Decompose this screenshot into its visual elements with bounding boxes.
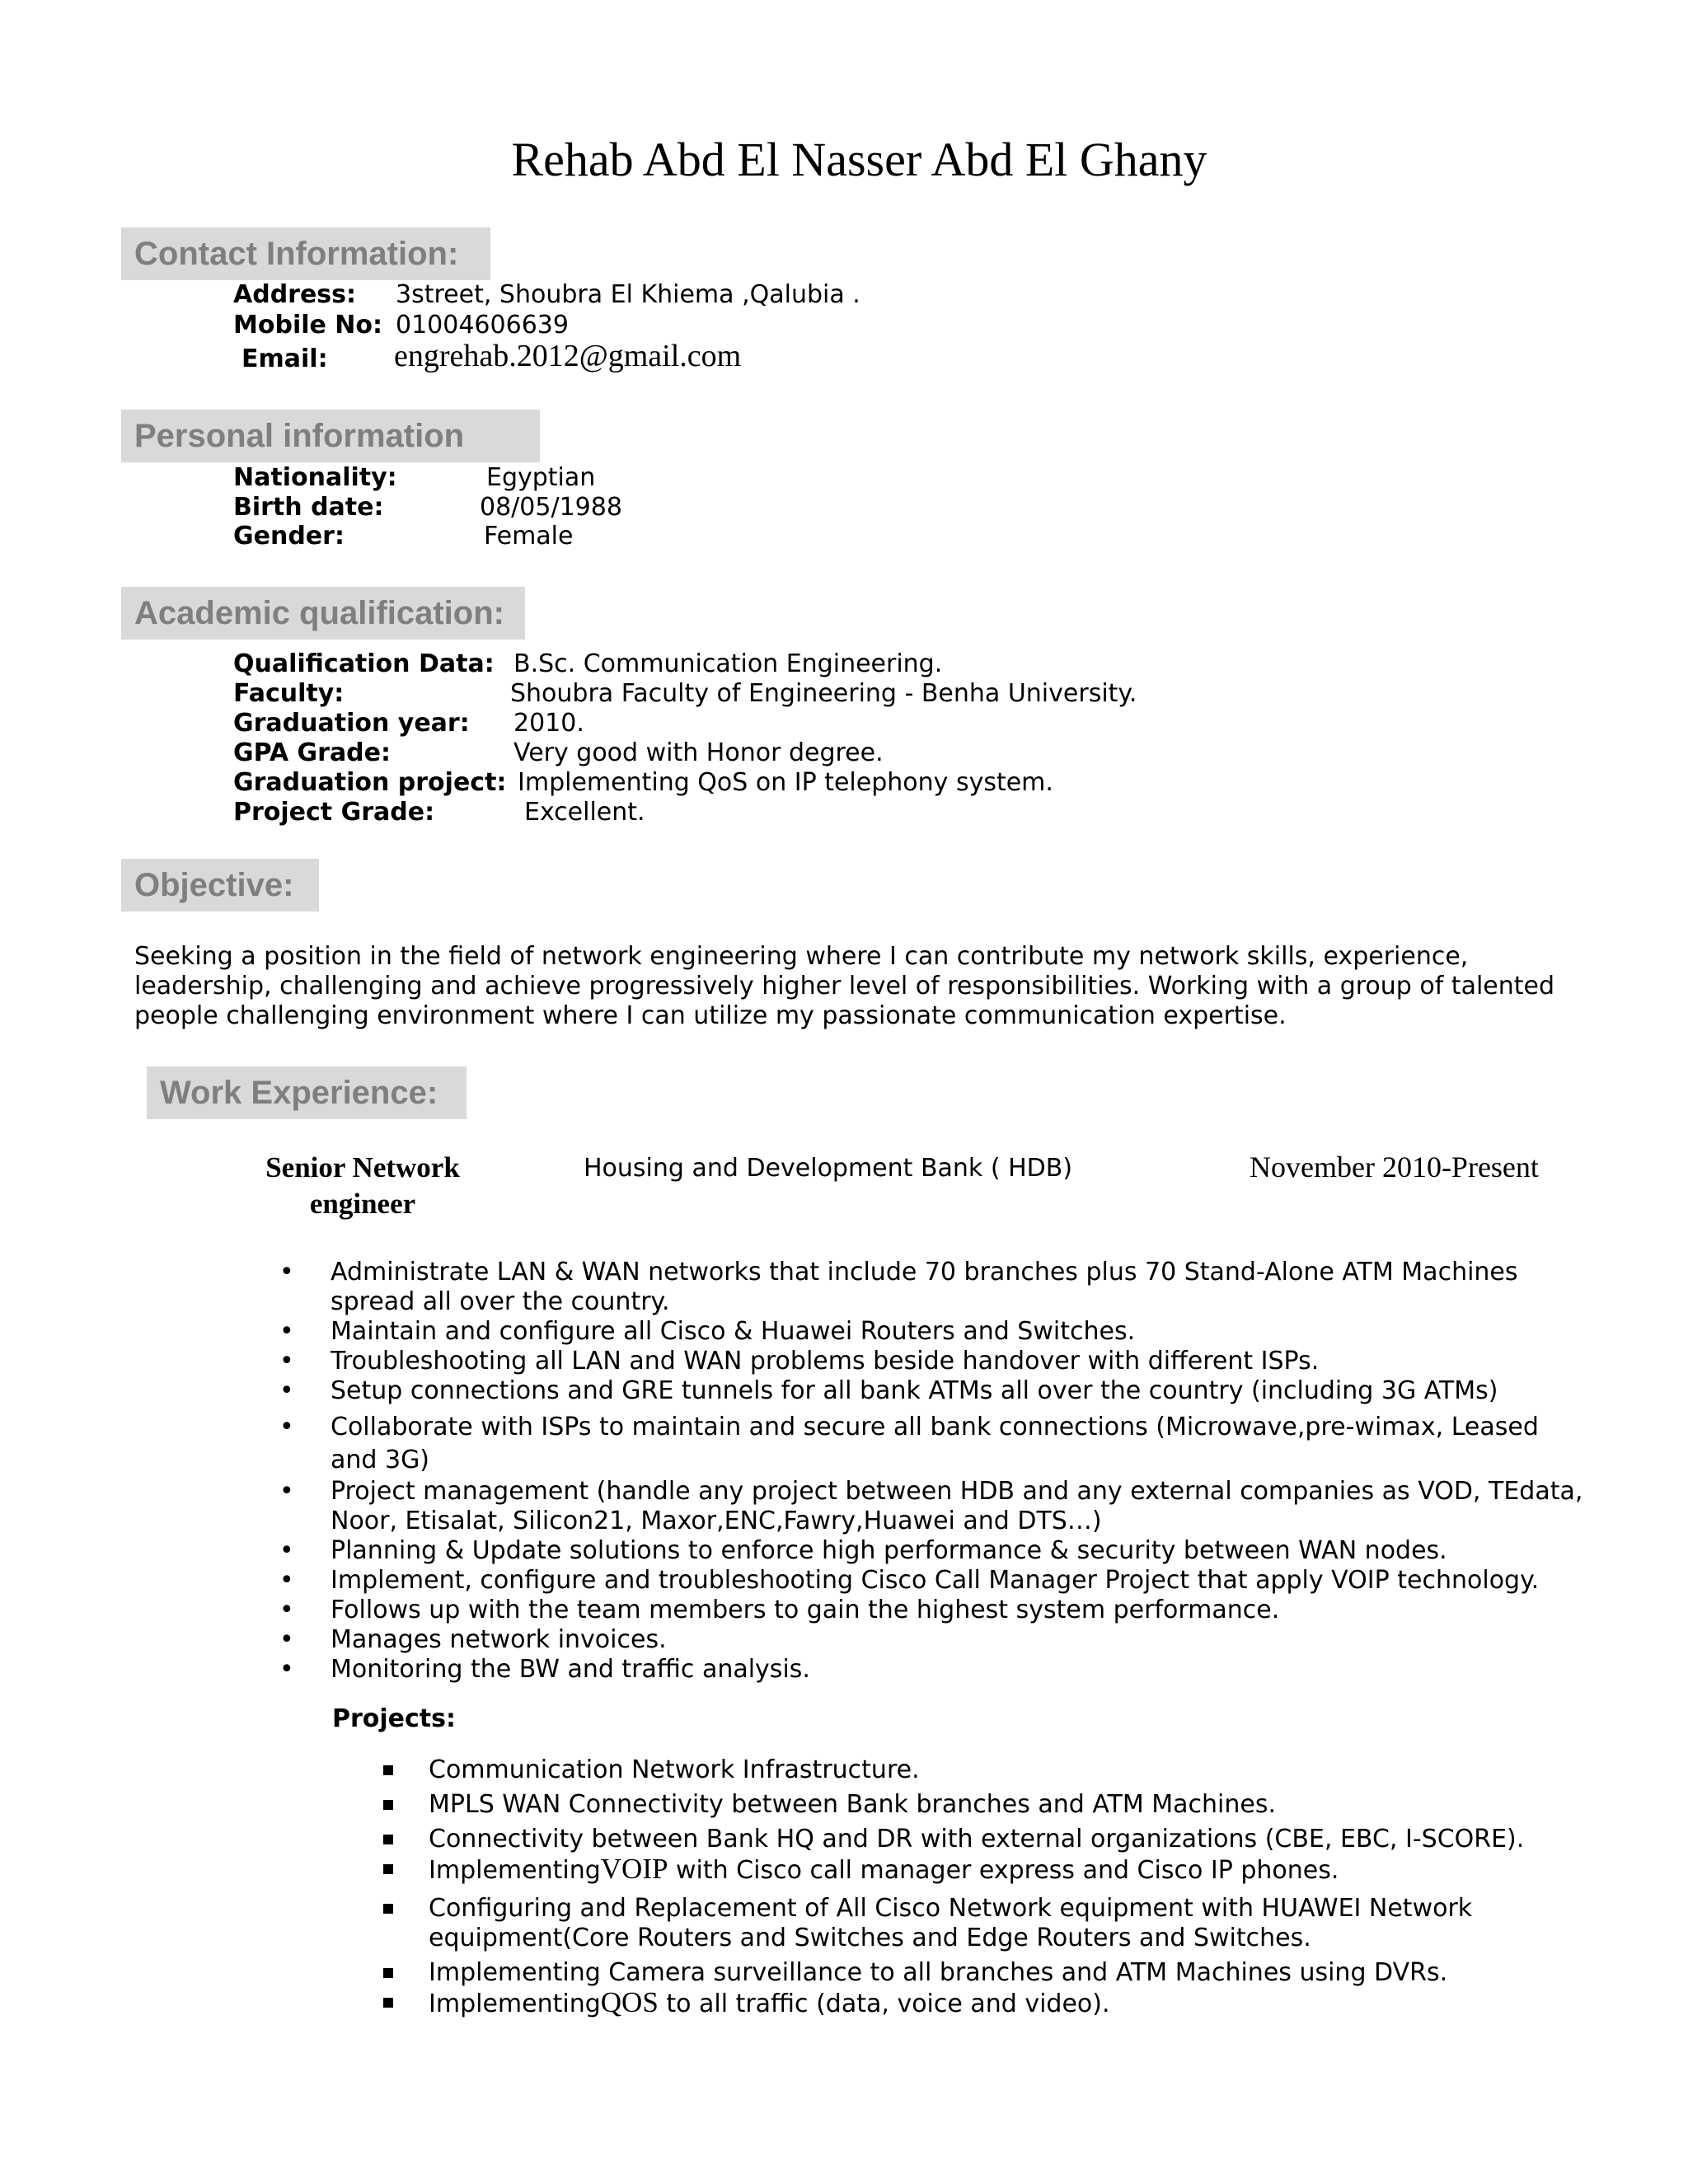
academic-label: Faculty: <box>233 679 345 708</box>
birth-date-value: 08/05/1988 <box>480 493 622 522</box>
academic-value: Very good with Honor degree. <box>513 738 884 767</box>
mobile-label: Mobile No: <box>233 311 383 340</box>
item-text: Implementing <box>429 1856 601 1885</box>
item-text: Implementing <box>429 1990 601 2018</box>
item-text: Collaborate with ISPs to maintain and secure all bank connections (Microwave,pre-wimax, Leased <box>331 1413 1539 1441</box>
square-bullet-icon <box>383 1800 393 1810</box>
nationality-value: Egyptian <box>486 463 596 492</box>
square-bullet-icon <box>383 1904 393 1914</box>
academic-value: Excellent. <box>524 798 645 827</box>
email-value: engrehab.2012@gmail.com <box>394 339 742 373</box>
academic-value: 2010. <box>513 709 584 738</box>
academic-label: Graduation project: <box>233 768 507 797</box>
square-bullet-icon <box>383 1765 393 1775</box>
item-text: Administrate LAN & WAN networks that include 70 branches plus 70 Stand-Alone ATM Machines <box>331 1258 1518 1286</box>
item-text: Noor, Etisalat, Silicon21, Maxor,ENC,Fawry,Huawei and DTS…) <box>331 1507 1102 1535</box>
list-item <box>279 1411 1616 1477</box>
section-heading-personal: Personal information <box>121 410 540 462</box>
item-text: Follows up with the team members to gain the highest system performance. <box>331 1596 1280 1624</box>
address-value: 3street, Shoubra El Khiema ,Qalubia . <box>396 280 860 309</box>
academic-value: B.Sc. Communication Engineering. <box>513 649 943 678</box>
list-item <box>429 1958 1648 1988</box>
list-item <box>429 1755 1648 1785</box>
bullet-icon: • <box>279 1655 294 1684</box>
square-bullet-icon <box>383 1864 393 1874</box>
list-item <box>429 1894 1648 1953</box>
item-text: and 3G) <box>331 1446 430 1474</box>
list-item <box>429 1790 1648 1820</box>
list-item <box>429 1825 1648 1854</box>
list-item <box>279 1566 1616 1596</box>
company-name: Housing and Development Bank ( HDB) <box>584 1154 1073 1183</box>
academic-label: Qualification Data: <box>233 649 495 678</box>
list-item <box>279 1258 1616 1317</box>
objective-line: Seeking a position in the field of network engineering where I can contribute my network skills, experience, <box>134 942 1469 971</box>
academic-value: Implementing QoS on IP telephony system. <box>518 768 1053 797</box>
list-item <box>279 1317 1616 1347</box>
projects-list <box>429 1755 1648 2019</box>
academic-label: Project Grade: <box>233 798 435 827</box>
item-text: Communication Network Infrastructure. <box>429 1755 920 1784</box>
bullet-icon: • <box>279 1536 294 1565</box>
list-item <box>279 1536 1616 1566</box>
job-title-line: engineer <box>309 1188 416 1220</box>
item-text: Monitoring the BW and traffic analysis. <box>331 1655 810 1684</box>
square-bullet-icon <box>383 1835 393 1844</box>
item-text: Maintain and configure all Cisco & Huawei Routers and Switches. <box>331 1317 1136 1346</box>
bullet-icon: • <box>279 1625 294 1654</box>
birth-date-label: Birth date: <box>233 493 384 522</box>
item-text: Implement, configure and troubleshooting Cisco Call Manager Project that apply VOIP technology. <box>331 1566 1540 1595</box>
responsibilities-list <box>279 1258 1616 1685</box>
item-text: spread all over the country. <box>331 1287 670 1316</box>
bullet-icon: • <box>279 1258 294 1286</box>
gender-value: Female <box>484 522 574 551</box>
square-bullet-icon <box>383 1998 393 2008</box>
email-label: Email: <box>241 344 328 373</box>
bullet-icon: • <box>279 1413 294 1441</box>
list-item <box>279 1655 1616 1685</box>
section-heading-contact: Contact Information: <box>121 227 490 280</box>
item-text: Connectivity between Bank HQ and DR with external organizations (CBE, EBC, I-SCORE). <box>429 1825 1525 1854</box>
item-text-emphasis: VOIP <box>600 1853 668 1885</box>
job-title <box>247 1150 478 1222</box>
item-text: Configuring and Replacement of All Cisco Network equipment with HUAWEI Network <box>429 1894 1473 1923</box>
bullet-icon: • <box>279 1596 294 1624</box>
list-item <box>429 1854 1648 1886</box>
academic-label: GPA Grade: <box>233 738 392 767</box>
list-item <box>279 1596 1616 1625</box>
list-item <box>429 1988 1648 2019</box>
item-text: MPLS WAN Connectivity between Bank branches and ATM Machines. <box>429 1790 1277 1819</box>
objective-line: leadership, challenging and achieve progressively higher level of responsibilities. Working with a group of talented <box>134 972 1555 1001</box>
item-text-emphasis: QOS <box>600 1986 659 2018</box>
bullet-icon: • <box>279 1376 294 1405</box>
item-text: Project management (handle any project between HDB and any external companies as VOD, TEdata, <box>331 1477 1583 1506</box>
bullet-icon: • <box>279 1347 294 1376</box>
bullet-icon: • <box>279 1477 294 1506</box>
job-dates: November 2010-Present <box>1250 1151 1539 1183</box>
mobile-value: 01004606639 <box>396 311 569 340</box>
job-title-line: Senior Network <box>265 1151 460 1183</box>
section-heading-work: Work Experience: <box>147 1066 467 1119</box>
item-text: Setup connections and GRE tunnels for all bank ATMs all over the country (including 3G ATMs) <box>331 1376 1498 1405</box>
section-heading-objective: Objective: <box>121 859 319 912</box>
item-text: to all traffic (data, voice and video). <box>658 1990 1110 2018</box>
bullet-icon: • <box>279 1566 294 1595</box>
item-text: Manages network invoices. <box>331 1625 667 1654</box>
projects-label: Projects: <box>332 1704 456 1733</box>
academic-value: Shoubra Faculty of Engineering - Benha University. <box>510 679 1137 708</box>
list-item <box>279 1376 1616 1406</box>
nationality-label: Nationality: <box>233 463 397 492</box>
item-text: Implementing Camera surveillance to all branches and ATM Machines using DVRs. <box>429 1958 1448 1987</box>
academic-label: Graduation year: <box>233 709 470 738</box>
list-item <box>279 1477 1616 1536</box>
list-item <box>279 1347 1616 1376</box>
square-bullet-icon <box>383 1968 393 1978</box>
gender-label: Gender: <box>233 522 345 551</box>
item-text: with Cisco call manager express and Cisco IP phones. <box>668 1856 1339 1885</box>
page-title: Rehab Abd El Nasser Abd El Ghany <box>511 133 1207 186</box>
section-heading-academic: Academic qualification: <box>121 587 525 640</box>
address-label: Address: <box>233 280 357 309</box>
item-text: equipment(Core Routers and Switches and Edge Routers and Switches. <box>429 1924 1311 1952</box>
objective-line: people challenging environment where I can utilize my passionate communication expertise. <box>134 1001 1287 1030</box>
list-item <box>279 1625 1616 1655</box>
bullet-icon: • <box>279 1317 294 1346</box>
item-text: Troubleshooting all LAN and WAN problems beside handover with different ISPs. <box>331 1347 1320 1376</box>
item-text: Planning & Update solutions to enforce high performance & security between WAN nodes. <box>331 1536 1447 1565</box>
